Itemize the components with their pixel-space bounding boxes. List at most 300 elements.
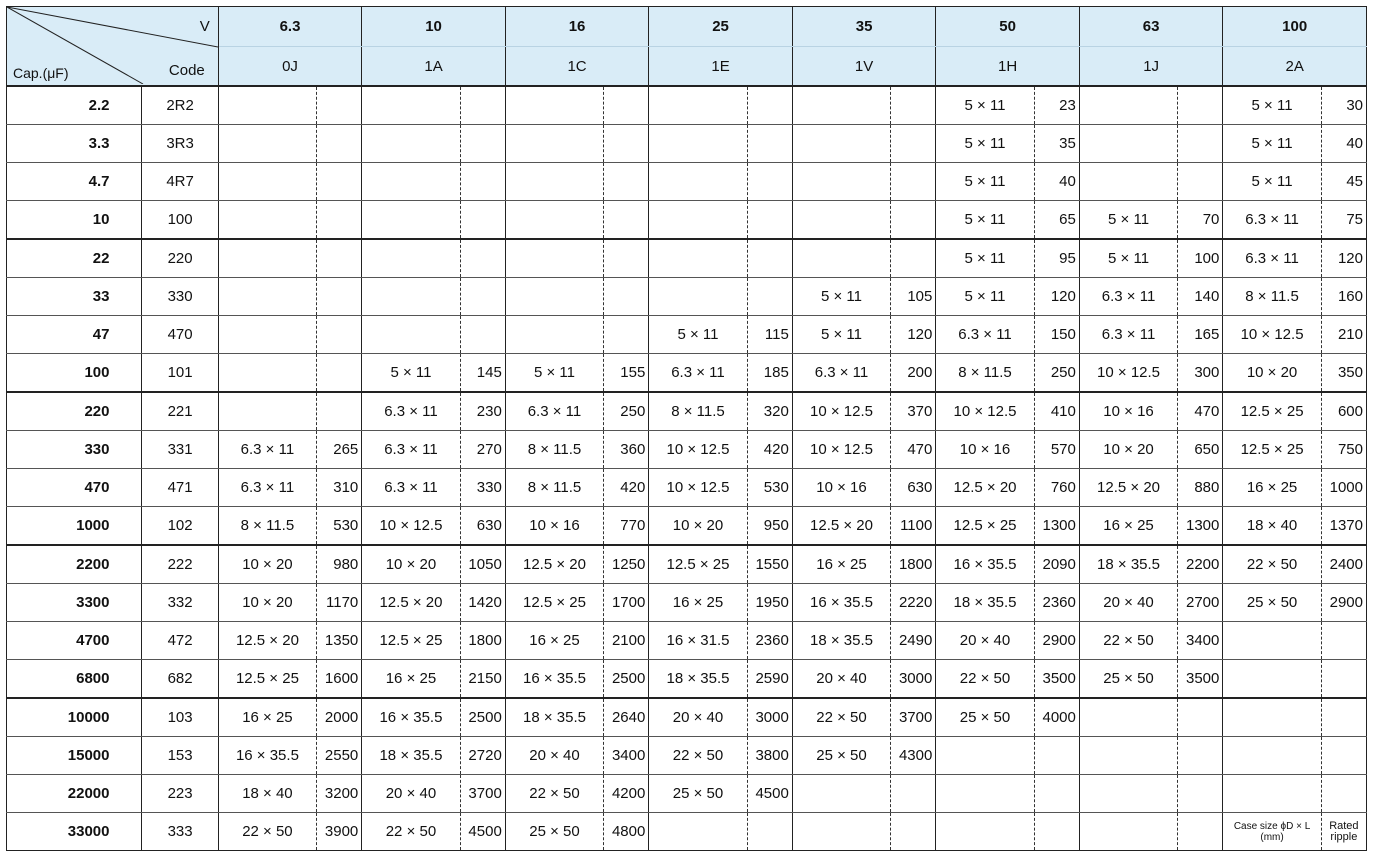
- case-size-cell: 12.5 × 20: [792, 507, 890, 546]
- case-size-cell: 12.5 × 25: [1223, 392, 1321, 431]
- ripple-cell: 2100: [604, 622, 649, 660]
- ripple-cell: 3000: [891, 660, 936, 699]
- case-size-cell: 22 × 50: [218, 813, 316, 851]
- capacitance-cell: 220: [7, 392, 142, 431]
- case-size-cell: 12.5 × 25: [362, 622, 460, 660]
- case-size-legend: Case size ϕD × L (mm): [1223, 813, 1321, 851]
- ripple-cell: 1350: [317, 622, 362, 660]
- ripple-cell: 1420: [460, 584, 505, 622]
- case-size-cell: 16 × 35.5: [218, 737, 316, 775]
- ripple-cell: 40: [1034, 163, 1079, 201]
- case-size-cell: [505, 201, 603, 240]
- ripple-cell: 2900: [1034, 622, 1079, 660]
- capacitance-cell: 3300: [7, 584, 142, 622]
- voltage-code-header: 1J: [1079, 47, 1223, 87]
- case-size-cell: 10 × 20: [218, 545, 316, 584]
- case-size-cell: 12.5 × 25: [1223, 431, 1321, 469]
- case-size-cell: [649, 278, 747, 316]
- case-size-cell: 16 × 35.5: [505, 660, 603, 699]
- case-size-cell: 6.3 × 11: [792, 354, 890, 393]
- case-size-cell: [362, 201, 460, 240]
- case-size-cell: 22 × 50: [792, 698, 890, 737]
- ripple-cell: 1170: [317, 584, 362, 622]
- ripple-cell: 115: [747, 316, 792, 354]
- case-size-cell: 25 × 50: [792, 737, 890, 775]
- ripple-cell: 45: [1321, 163, 1366, 201]
- table-row: [7, 660, 1367, 699]
- case-size-cell: 18 × 35.5: [362, 737, 460, 775]
- ripple-cell: [604, 201, 649, 240]
- case-size-cell: [218, 239, 316, 278]
- case-size-cell: [792, 125, 890, 163]
- ripple-cell: 2220: [891, 584, 936, 622]
- ripple-cell: 410: [1034, 392, 1079, 431]
- ripple-cell: [317, 86, 362, 125]
- code-cell: 103: [142, 698, 218, 737]
- ripple-cell: [1178, 86, 1223, 125]
- case-size-cell: [1223, 737, 1321, 775]
- case-size-cell: 16 × 35.5: [362, 698, 460, 737]
- table-row: [7, 622, 1367, 660]
- ripple-cell: 3700: [460, 775, 505, 813]
- case-size-cell: 10 × 20: [1223, 354, 1321, 393]
- case-size-cell: 5 × 11: [362, 354, 460, 393]
- ripple-cell: 185: [747, 354, 792, 393]
- ripple-cell: [604, 125, 649, 163]
- code-label: Code: [168, 62, 205, 79]
- ripple-cell: 1800: [460, 622, 505, 660]
- case-size-cell: 10 × 20: [649, 507, 747, 546]
- case-size-cell: [1079, 737, 1177, 775]
- ripple-cell: [317, 278, 362, 316]
- ripple-cell: 3700: [891, 698, 936, 737]
- case-size-cell: 10 × 20: [362, 545, 460, 584]
- case-size-cell: 12.5 × 25: [218, 660, 316, 699]
- case-size-cell: [936, 737, 1034, 775]
- table-row: [7, 316, 1367, 354]
- ripple-cell: 75: [1321, 201, 1366, 240]
- ripple-cell: 360: [604, 431, 649, 469]
- code-cell: 332: [142, 584, 218, 622]
- capacitor-rating-table: [6, 6, 1367, 851]
- case-size-cell: 16 × 25: [649, 584, 747, 622]
- case-size-cell: [218, 201, 316, 240]
- case-size-cell: 22 × 50: [505, 775, 603, 813]
- code-cell: 220: [142, 239, 218, 278]
- case-size-cell: 5 × 11: [792, 316, 890, 354]
- ripple-cell: [604, 86, 649, 125]
- case-size-cell: 22 × 50: [1079, 622, 1177, 660]
- ripple-cell: [891, 201, 936, 240]
- case-size-cell: 12.5 × 20: [1079, 469, 1177, 507]
- case-size-cell: 22 × 50: [936, 660, 1034, 699]
- ripple-cell: 1000: [1321, 469, 1366, 507]
- code-cell: 2R2: [142, 86, 218, 125]
- ripple-cell: 200: [891, 354, 936, 393]
- case-size-cell: [1079, 698, 1177, 737]
- ripple-cell: [1321, 622, 1366, 660]
- ripple-cell: 330: [460, 469, 505, 507]
- case-size-cell: 10 × 12.5: [1223, 316, 1321, 354]
- case-size-cell: 8 × 11.5: [1223, 278, 1321, 316]
- voltage-header: 100: [1223, 7, 1367, 47]
- case-size-cell: [1223, 698, 1321, 737]
- table-row: [7, 392, 1367, 431]
- ripple-cell: 310: [317, 469, 362, 507]
- case-size-cell: 10 × 16: [505, 507, 603, 546]
- voltage-header: 10: [362, 7, 506, 47]
- table-row: [7, 507, 1367, 546]
- capacitance-label: Cap.(μF): [13, 65, 69, 81]
- code-cell: 470: [142, 316, 218, 354]
- voltage-code-header: 1E: [649, 47, 793, 87]
- case-size-cell: 16 × 25: [1079, 507, 1177, 546]
- ripple-cell: 145: [460, 354, 505, 393]
- voltage-header: 6.3: [218, 7, 362, 47]
- case-size-cell: 16 × 25: [1223, 469, 1321, 507]
- ripple-cell: 2000: [317, 698, 362, 737]
- code-cell: 222: [142, 545, 218, 584]
- case-size-cell: 12.5 × 25: [649, 545, 747, 584]
- ripple-cell: 100: [1178, 239, 1223, 278]
- case-size-cell: [1223, 775, 1321, 813]
- case-size-cell: 10 × 16: [792, 469, 890, 507]
- table-body: [7, 86, 1367, 851]
- capacitance-cell: 100: [7, 354, 142, 393]
- table-row: [7, 125, 1367, 163]
- case-size-cell: 6.3 × 11: [362, 431, 460, 469]
- capacitance-cell: 33: [7, 278, 142, 316]
- case-size-cell: [649, 125, 747, 163]
- corner-header: [7, 7, 219, 87]
- ripple-cell: 265: [317, 431, 362, 469]
- code-cell: 471: [142, 469, 218, 507]
- ripple-cell: 2090: [1034, 545, 1079, 584]
- case-size-cell: [1079, 125, 1177, 163]
- case-size-cell: 6.3 × 11: [649, 354, 747, 393]
- code-cell: 221: [142, 392, 218, 431]
- ripple-cell: [1178, 698, 1223, 737]
- case-size-cell: 5 × 11: [936, 239, 1034, 278]
- case-size-cell: 8 × 11.5: [505, 469, 603, 507]
- ripple-cell: 2720: [460, 737, 505, 775]
- ripple-cell: 2200: [1178, 545, 1223, 584]
- capacitance-cell: 33000: [7, 813, 142, 851]
- ripple-cell: [1321, 660, 1366, 699]
- case-size-cell: 25 × 50: [649, 775, 747, 813]
- case-size-cell: [362, 163, 460, 201]
- case-size-cell: 16 × 35.5: [936, 545, 1034, 584]
- case-size-cell: [1079, 775, 1177, 813]
- case-size-cell: 6.3 × 11: [362, 469, 460, 507]
- case-size-cell: 8 × 11.5: [218, 507, 316, 546]
- ripple-cell: 420: [604, 469, 649, 507]
- ripple-cell: 2400: [1321, 545, 1366, 584]
- table-row: [7, 469, 1367, 507]
- case-size-cell: 8 × 11.5: [936, 354, 1034, 393]
- case-size-cell: [218, 278, 316, 316]
- ripple-cell: 350: [1321, 354, 1366, 393]
- case-size-cell: [505, 125, 603, 163]
- case-size-cell: 18 × 40: [1223, 507, 1321, 546]
- case-size-cell: 25 × 50: [936, 698, 1034, 737]
- table-row: [7, 431, 1367, 469]
- ripple-cell: 3200: [317, 775, 362, 813]
- ripple-cell: 3500: [1034, 660, 1079, 699]
- case-size-cell: 16 × 35.5: [792, 584, 890, 622]
- ripple-cell: [317, 125, 362, 163]
- ripple-cell: [1321, 775, 1366, 813]
- ripple-cell: 2150: [460, 660, 505, 699]
- case-size-cell: 6.3 × 11: [218, 469, 316, 507]
- ripple-cell: 4000: [1034, 698, 1079, 737]
- case-size-cell: 25 × 50: [1223, 584, 1321, 622]
- case-size-cell: [362, 86, 460, 125]
- case-size-cell: [1223, 660, 1321, 699]
- code-cell: 4R7: [142, 163, 218, 201]
- ripple-cell: [747, 278, 792, 316]
- ripple-cell: 2360: [747, 622, 792, 660]
- capacitance-cell: 22: [7, 239, 142, 278]
- ripple-cell: 650: [1178, 431, 1223, 469]
- ripple-cell: [317, 354, 362, 393]
- ripple-cell: [460, 316, 505, 354]
- capacitance-cell: 4.7: [7, 163, 142, 201]
- table-row: [7, 239, 1367, 278]
- ripple-cell: [460, 239, 505, 278]
- case-size-cell: 20 × 40: [936, 622, 1034, 660]
- ripple-cell: 630: [460, 507, 505, 546]
- ripple-cell: 3400: [1178, 622, 1223, 660]
- ripple-cell: 3900: [317, 813, 362, 851]
- ripple-cell: 3400: [604, 737, 649, 775]
- table-row: [7, 545, 1367, 584]
- case-size-cell: 6.3 × 11: [1223, 239, 1321, 278]
- ripple-cell: 300: [1178, 354, 1223, 393]
- case-size-cell: 5 × 11: [1079, 239, 1177, 278]
- code-cell: 682: [142, 660, 218, 699]
- ripple-cell: 4800: [604, 813, 649, 851]
- capacitance-cell: 4700: [7, 622, 142, 660]
- ripple-cell: 750: [1321, 431, 1366, 469]
- case-size-cell: [936, 775, 1034, 813]
- voltage-header: 16: [505, 7, 649, 47]
- case-size-cell: 22 × 50: [1223, 545, 1321, 584]
- case-size-cell: 18 × 35.5: [649, 660, 747, 699]
- ripple-cell: 250: [1034, 354, 1079, 393]
- ripple-cell: 1300: [1034, 507, 1079, 546]
- ripple-cell: 1050: [460, 545, 505, 584]
- case-size-cell: 5 × 11: [1223, 163, 1321, 201]
- voltage-header: 50: [936, 7, 1080, 47]
- case-size-cell: 10 × 12.5: [792, 392, 890, 431]
- ripple-cell: [604, 278, 649, 316]
- case-size-cell: [362, 125, 460, 163]
- case-size-cell: [649, 86, 747, 125]
- case-size-cell: 16 × 25: [505, 622, 603, 660]
- capacitance-cell: 22000: [7, 775, 142, 813]
- capacitance-cell: 10: [7, 201, 142, 240]
- capacitance-cell: 330: [7, 431, 142, 469]
- case-size-cell: [505, 163, 603, 201]
- ripple-cell: 2700: [1178, 584, 1223, 622]
- table-header: [7, 7, 1367, 87]
- case-size-cell: 6.3 × 11: [1079, 278, 1177, 316]
- ripple-cell: 1300: [1178, 507, 1223, 546]
- ripple-cell: [460, 201, 505, 240]
- ripple-cell: [747, 201, 792, 240]
- capacitance-cell: 2200: [7, 545, 142, 584]
- ripple-cell: [1034, 775, 1079, 813]
- ripple-cell: 950: [747, 507, 792, 546]
- ripple-cell: 120: [1321, 239, 1366, 278]
- case-size-cell: 10 × 20: [218, 584, 316, 622]
- ripple-cell: 23: [1034, 86, 1079, 125]
- case-size-cell: [649, 201, 747, 240]
- ripple-cell: 4200: [604, 775, 649, 813]
- ripple-cell: 65: [1034, 201, 1079, 240]
- case-size-cell: [218, 316, 316, 354]
- ripple-cell: 600: [1321, 392, 1366, 431]
- case-size-cell: 6.3 × 11: [1079, 316, 1177, 354]
- case-size-cell: [362, 316, 460, 354]
- case-size-cell: 25 × 50: [1079, 660, 1177, 699]
- table-row: [7, 698, 1367, 737]
- case-size-cell: 6.3 × 11: [1223, 201, 1321, 240]
- voltage-code-header: 0J: [218, 47, 362, 87]
- case-size-cell: [362, 239, 460, 278]
- ripple-cell: [891, 125, 936, 163]
- ripple-cell: 250: [604, 392, 649, 431]
- ripple-cell: 1550: [747, 545, 792, 584]
- case-size-cell: 10 × 12.5: [362, 507, 460, 546]
- case-size-cell: 6.3 × 11: [218, 431, 316, 469]
- ripple-cell: 140: [1178, 278, 1223, 316]
- capacitance-cell: 6800: [7, 660, 142, 699]
- case-size-cell: 10 × 12.5: [792, 431, 890, 469]
- ripple-cell: 2590: [747, 660, 792, 699]
- ripple-cell: 160: [1321, 278, 1366, 316]
- ripple-cell: [317, 239, 362, 278]
- case-size-cell: 20 × 40: [649, 698, 747, 737]
- voltage-header: 25: [649, 7, 793, 47]
- ripple-cell: 320: [747, 392, 792, 431]
- case-size-cell: 5 × 11: [1223, 86, 1321, 125]
- ripple-cell: 570: [1034, 431, 1079, 469]
- voltage-code-header: 2A: [1223, 47, 1367, 87]
- case-size-cell: 5 × 11: [936, 125, 1034, 163]
- voltage-header: 35: [792, 7, 936, 47]
- ripple-cell: [1034, 737, 1079, 775]
- case-size-cell: [1079, 163, 1177, 201]
- ripple-cell: [317, 392, 362, 431]
- ripple-cell: 760: [1034, 469, 1079, 507]
- table-row: [7, 584, 1367, 622]
- ripple-cell: [460, 125, 505, 163]
- case-size-cell: 18 × 35.5: [505, 698, 603, 737]
- ripple-cell: 1600: [317, 660, 362, 699]
- ripple-cell: 2900: [1321, 584, 1366, 622]
- table-row: [7, 86, 1367, 125]
- code-cell: 153: [142, 737, 218, 775]
- code-cell: 100: [142, 201, 218, 240]
- ripple-cell: [604, 316, 649, 354]
- ripple-cell: [1321, 698, 1366, 737]
- ripple-cell: [317, 201, 362, 240]
- case-size-cell: 22 × 50: [649, 737, 747, 775]
- ripple-cell: 980: [317, 545, 362, 584]
- case-size-cell: 16 × 25: [792, 545, 890, 584]
- ripple-cell: 4300: [891, 737, 936, 775]
- ripple-cell: 630: [891, 469, 936, 507]
- ripple-cell: 155: [604, 354, 649, 393]
- case-size-cell: [218, 354, 316, 393]
- case-size-cell: 5 × 11: [505, 354, 603, 393]
- ripple-cell: 2490: [891, 622, 936, 660]
- ripple-cell: 105: [891, 278, 936, 316]
- ripple-cell: 1370: [1321, 507, 1366, 546]
- case-size-cell: 10 × 12.5: [649, 469, 747, 507]
- ripple-cell: [317, 316, 362, 354]
- case-size-cell: 5 × 11: [1223, 125, 1321, 163]
- ripple-cell: [1178, 737, 1223, 775]
- case-size-cell: 10 × 16: [1079, 392, 1177, 431]
- table-row: [7, 775, 1367, 813]
- case-size-cell: [649, 239, 747, 278]
- code-cell: 102: [142, 507, 218, 546]
- capacitance-cell: 3.3: [7, 125, 142, 163]
- ripple-cell: 95: [1034, 239, 1079, 278]
- case-size-cell: 18 × 40: [218, 775, 316, 813]
- case-size-cell: 10 × 20: [1079, 431, 1177, 469]
- ripple-cell: [747, 125, 792, 163]
- ripple-cell: 470: [891, 431, 936, 469]
- case-size-cell: [792, 775, 890, 813]
- case-size-cell: 12.5 × 20: [505, 545, 603, 584]
- table-row: [7, 278, 1367, 316]
- case-size-cell: 12.5 × 25: [936, 507, 1034, 546]
- capacitance-cell: 1000: [7, 507, 142, 546]
- case-size-cell: 6.3 × 11: [362, 392, 460, 431]
- ripple-cell: [1178, 125, 1223, 163]
- ripple-cell: 3000: [747, 698, 792, 737]
- ripple-cell: 210: [1321, 316, 1366, 354]
- ripple-cell: [747, 239, 792, 278]
- case-size-cell: [362, 278, 460, 316]
- case-size-cell: 6.3 × 11: [505, 392, 603, 431]
- case-size-cell: 10 × 16: [936, 431, 1034, 469]
- ripple-cell: 4500: [747, 775, 792, 813]
- ripple-cell: 1950: [747, 584, 792, 622]
- voltage-label: V: [199, 18, 210, 35]
- case-size-cell: 6.3 × 11: [936, 316, 1034, 354]
- ripple-cell: 470: [1178, 392, 1223, 431]
- case-size-cell: 5 × 11: [649, 316, 747, 354]
- ripple-cell: [891, 163, 936, 201]
- ripple-cell: [317, 163, 362, 201]
- capacitance-cell: 47: [7, 316, 142, 354]
- case-size-cell: 20 × 40: [792, 660, 890, 699]
- case-size-cell: 8 × 11.5: [649, 392, 747, 431]
- case-size-cell: 16 × 25: [362, 660, 460, 699]
- ripple-cell: 370: [891, 392, 936, 431]
- case-size-cell: 10 × 12.5: [936, 392, 1034, 431]
- ripple-cell: 420: [747, 431, 792, 469]
- ripple-cell: 35: [1034, 125, 1079, 163]
- case-size-cell: [218, 125, 316, 163]
- case-size-cell: 20 × 40: [1079, 584, 1177, 622]
- case-size-cell: [218, 86, 316, 125]
